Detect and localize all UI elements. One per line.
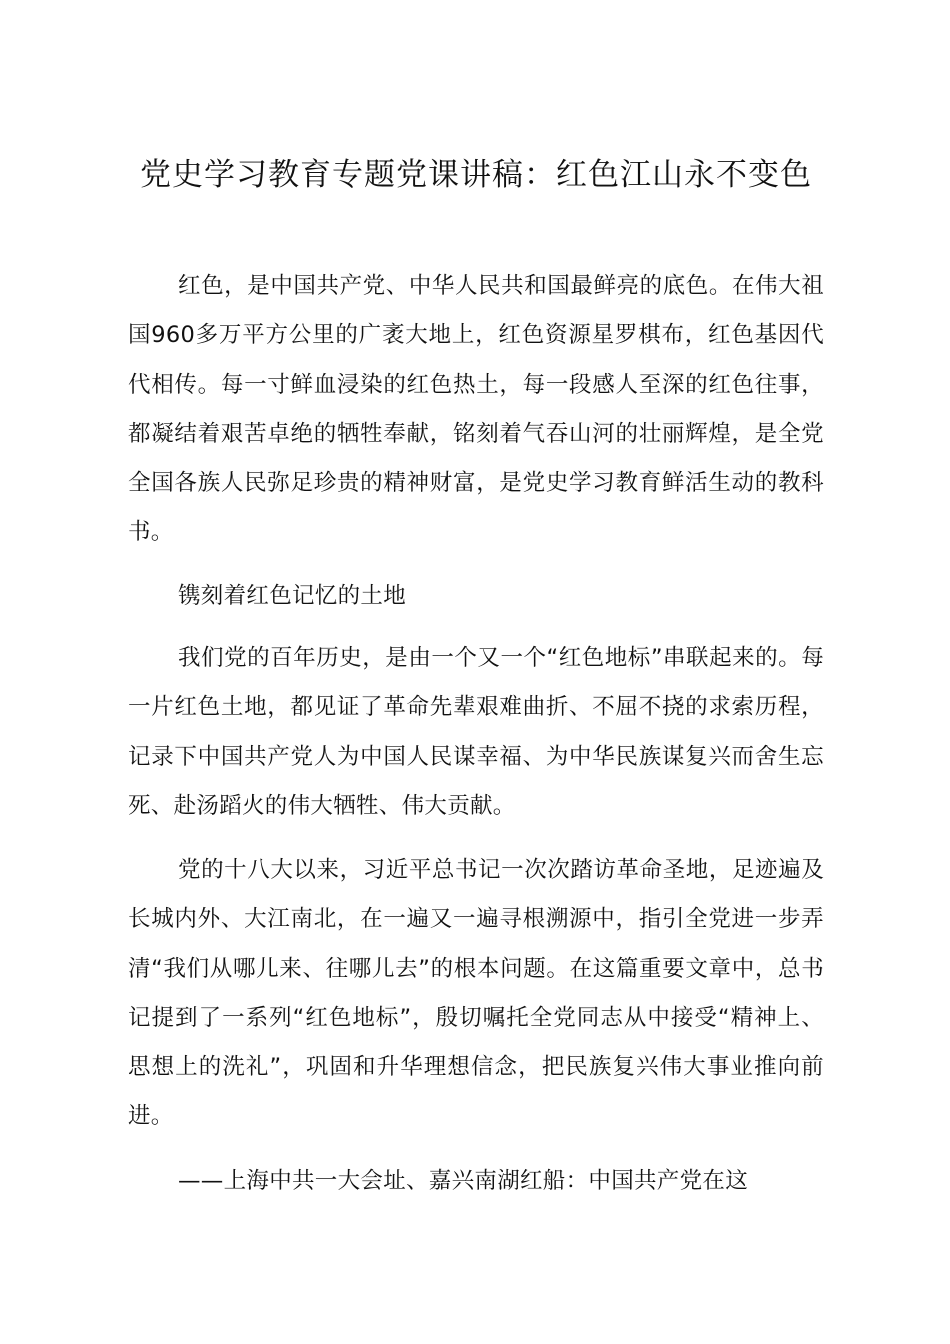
paragraph-eighteenth-congress: 党的十八大以来，习近平总书记一次次踏访革命圣地，足迹遍及长城内外、大江南北，在一遍又一遍寻根溯源中，指引全党进一步弄清“我们从哪儿来、往哪儿去”的根本问题。在这篇重要文章中，总书记提到了一系列“红色地标”，殷切嘱托全党同志从中接受“精神上、思想上的洗礼”，巩固和升华理想信念，把民族复兴伟大事业推向前进。 [128, 857, 824, 1130]
paragraph-history: 我们党的百年历史，是由一个又一个“红色地标”串联起来的。每一片红色土地，都见证了革命先辈艰难曲折、不屈不挠的求索历程，记录下中国共产党人为中国人民谋幸福、为中华民族谋复兴而舍生忘死、赴汤蹈火的伟大牺牲、伟大贡献。 [128, 645, 824, 819]
paragraph-intro: 红色，是中国共产党、中华人民共和国最鲜亮的底色。在伟大祖国960多万平方公里的广袤大地上，红色资源星罗棋布，红色基因代代相传。每一寸鲜血浸染的红色热土，每一段感人至深的红色往事，都凝结着艰苦卓绝的牺牲奉献，铭刻着气吞山河的壮丽辉煌，是全党全国各族人民弥足珍贵的精神财富，是党史学习教育鲜活生动的教科书。 [128, 273, 824, 546]
paragraph-shanghai: ——上海中共一大会址、嘉兴南湖红船：中国共产党在这 [178, 1168, 749, 1194]
document-title: 党史学习教育专题党课讲稿：红色江山永不变色 [140, 157, 812, 193]
section-heading: 镌刻着红色记忆的土地 [178, 583, 407, 609]
